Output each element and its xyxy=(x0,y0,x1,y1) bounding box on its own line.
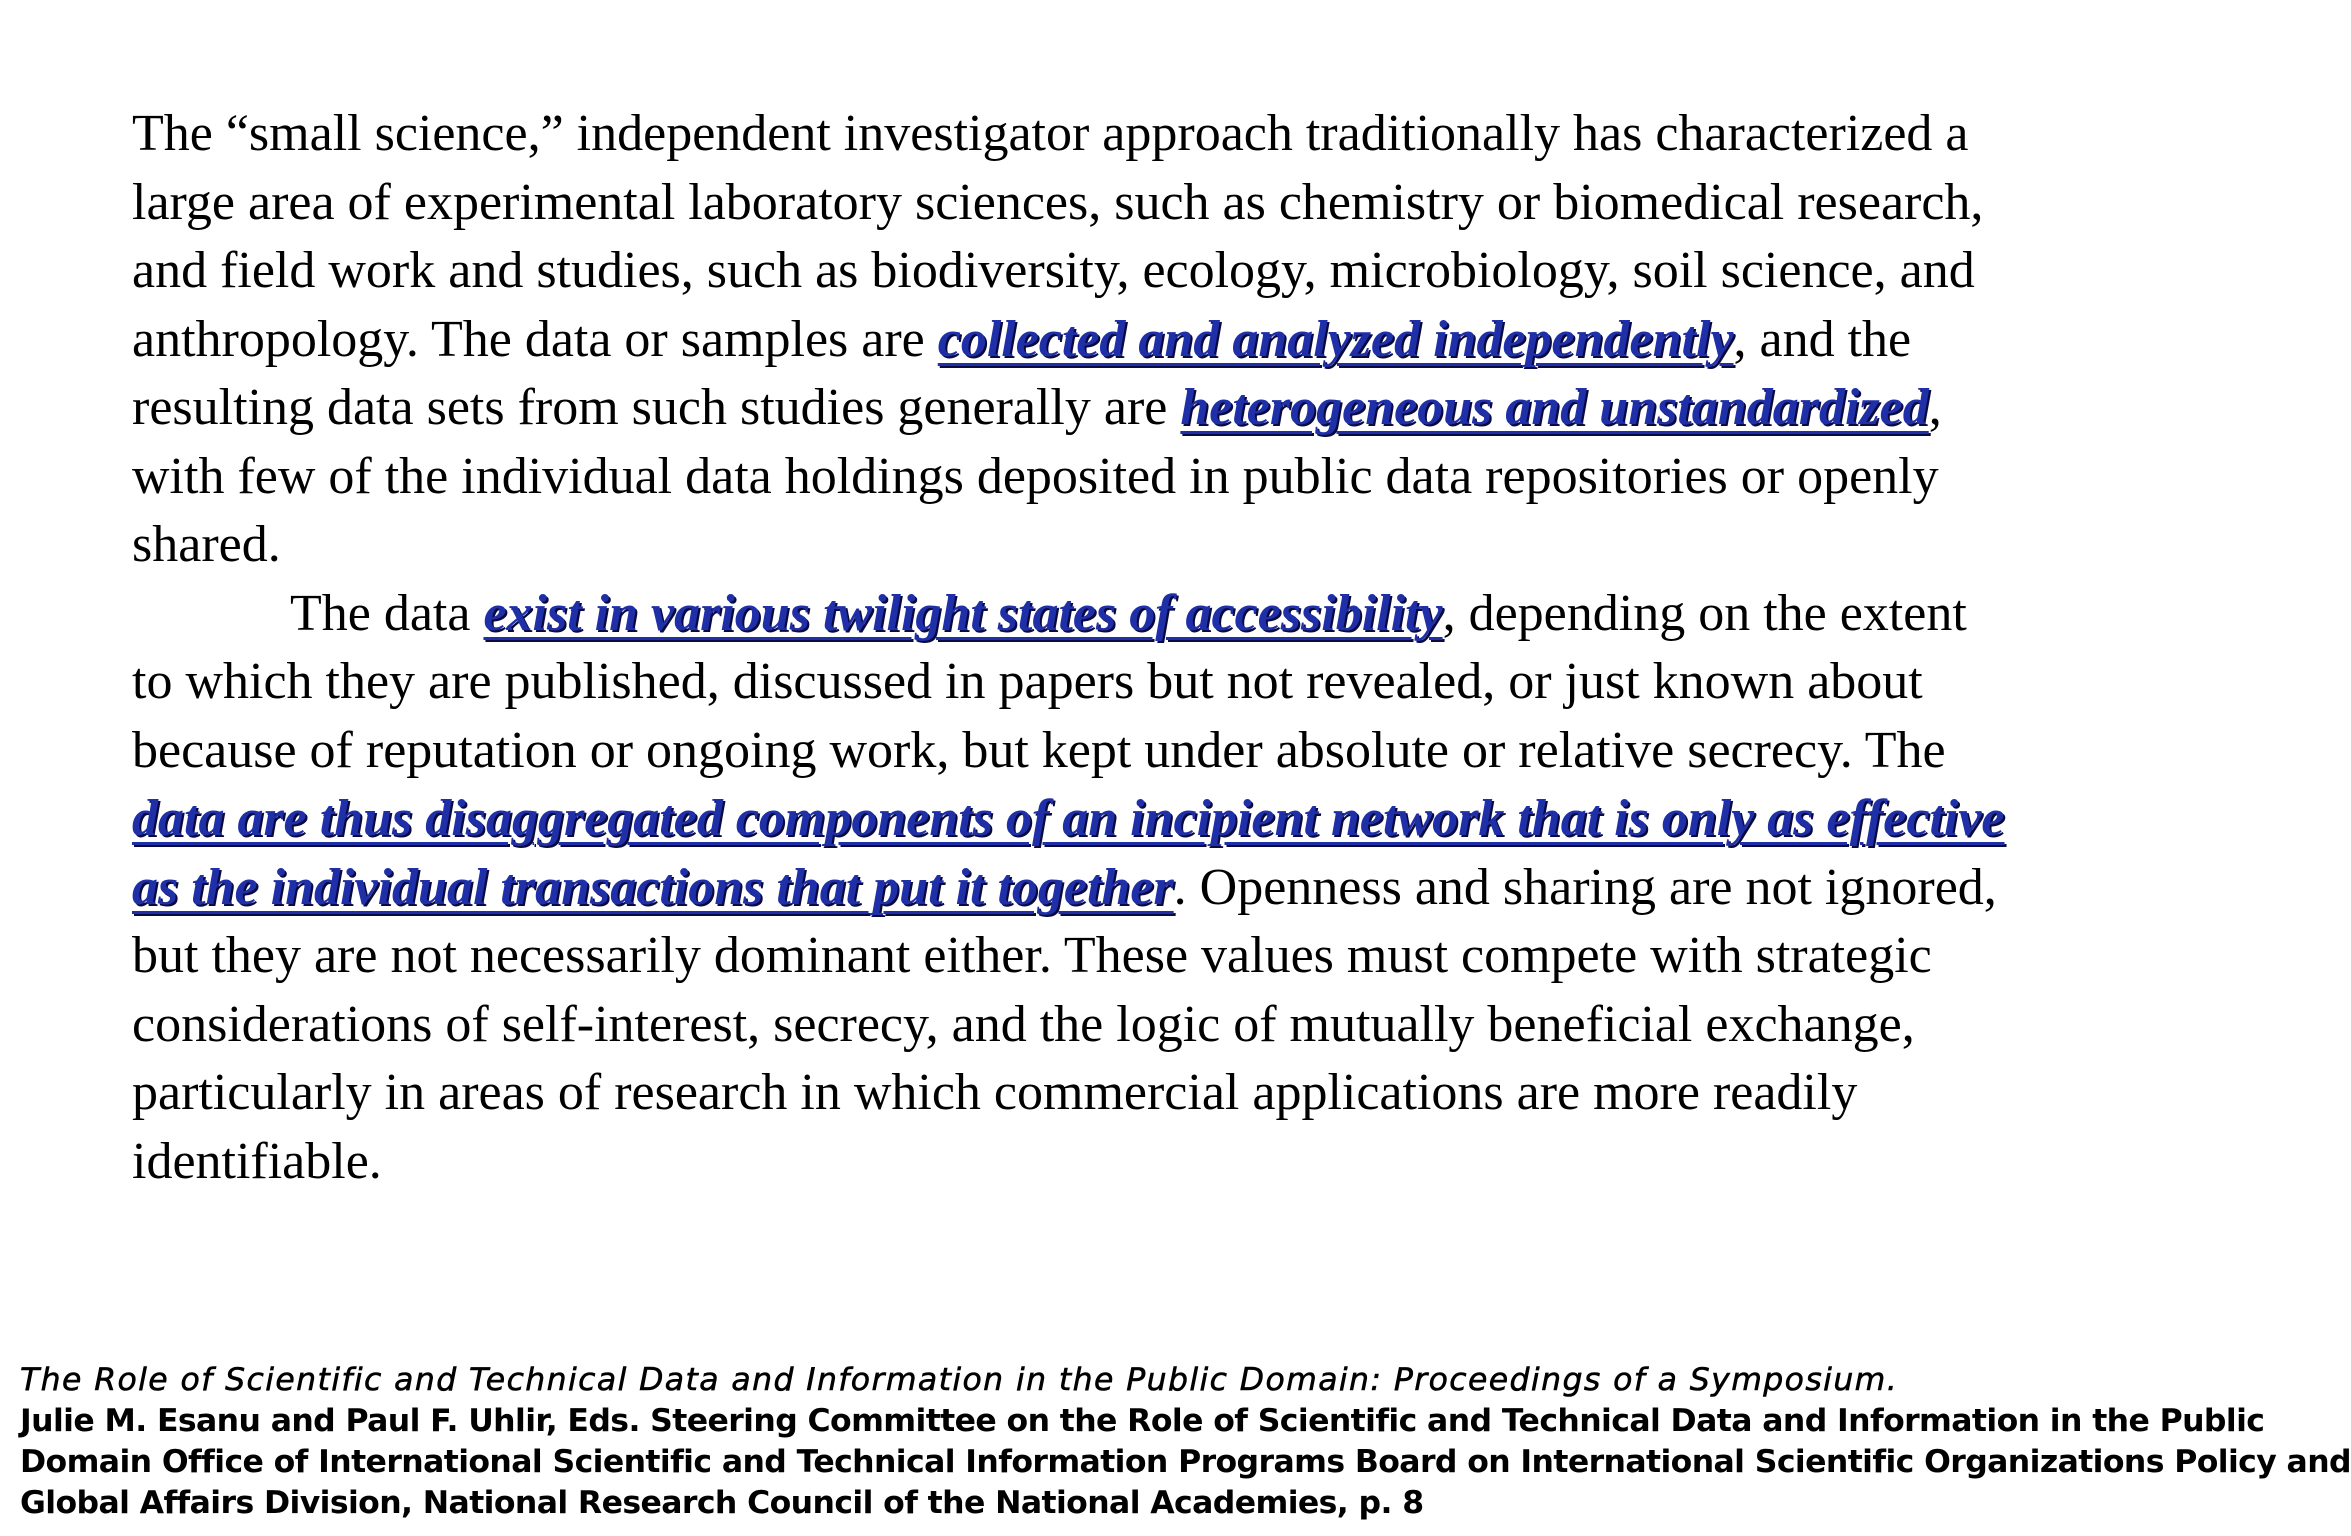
paragraph-2-text-3: . Openness and sharing are not ignored, but they are not necessarily dominant either. These values must compete with strategic considerations of self-interest, secrecy, and the logic of mutually beneficial exchange, particularly in areas of research in which commercial applications are more readily identifiable. xyxy=(132,858,1997,1190)
paragraph-2 xyxy=(132,580,2012,1197)
paragraph-1-emphasis-2: heterogeneous and unstandardized xyxy=(1180,379,1929,436)
citation xyxy=(20,1360,2351,1524)
citation-line-2: Julie M. Esanu and Paul F. Uhlir, Eds. Steering Committee on the Role of Scientific and Technical Data and Information in the Public xyxy=(20,1403,2265,1439)
paragraph-2-text-2: , depending on the extent to which they are published, discussed in papers but not revealed, or just known about because of reputation or ongoing work, but kept under absolute or relative secrecy. The xyxy=(132,584,1967,779)
citation-title: The Role of Scientific and Technical Data and Information in the Public Domain: Proceedings of a Symposium. xyxy=(20,1362,1899,1398)
paragraph-1-text-1: The “small science,” independent investigator approach traditionally has characterized a large area of experimental laboratory sciences, such as chemistry or biomedical research, and field work and studies, such as biodiversity, ecology, microbiology, soil science, and anthropology. The data or samples are xyxy=(132,105,1984,368)
citation-line-3: Domain Office of International Scientific and Technical Information Programs Board on International Scientific Organizations Policy and xyxy=(20,1444,2351,1480)
paragraph-2-emphasis-2: data are thus disaggregated components of an incipient network that is only as effective as the individual transactions that put it together xyxy=(132,790,2005,916)
paragraph-2-emphasis-1: exist in various twilight states of accessibility xyxy=(483,584,1443,642)
body-text xyxy=(132,100,2012,1196)
paragraph-1-emphasis-1: collected and analyzed independently xyxy=(937,310,1734,368)
citation-line-4: Global Affairs Division, National Research Council of the National Academies, p. 8 xyxy=(20,1485,1424,1521)
paragraph-1-text-3: , with few of the individual data holdings deposited in public data repositories or openly shared. xyxy=(132,379,1942,573)
paragraph-1-text-2: , and the resulting data sets from such studies generally are xyxy=(132,310,1912,436)
paragraph-2-text-1: The data xyxy=(290,584,484,642)
paragraph-1 xyxy=(132,100,2012,580)
